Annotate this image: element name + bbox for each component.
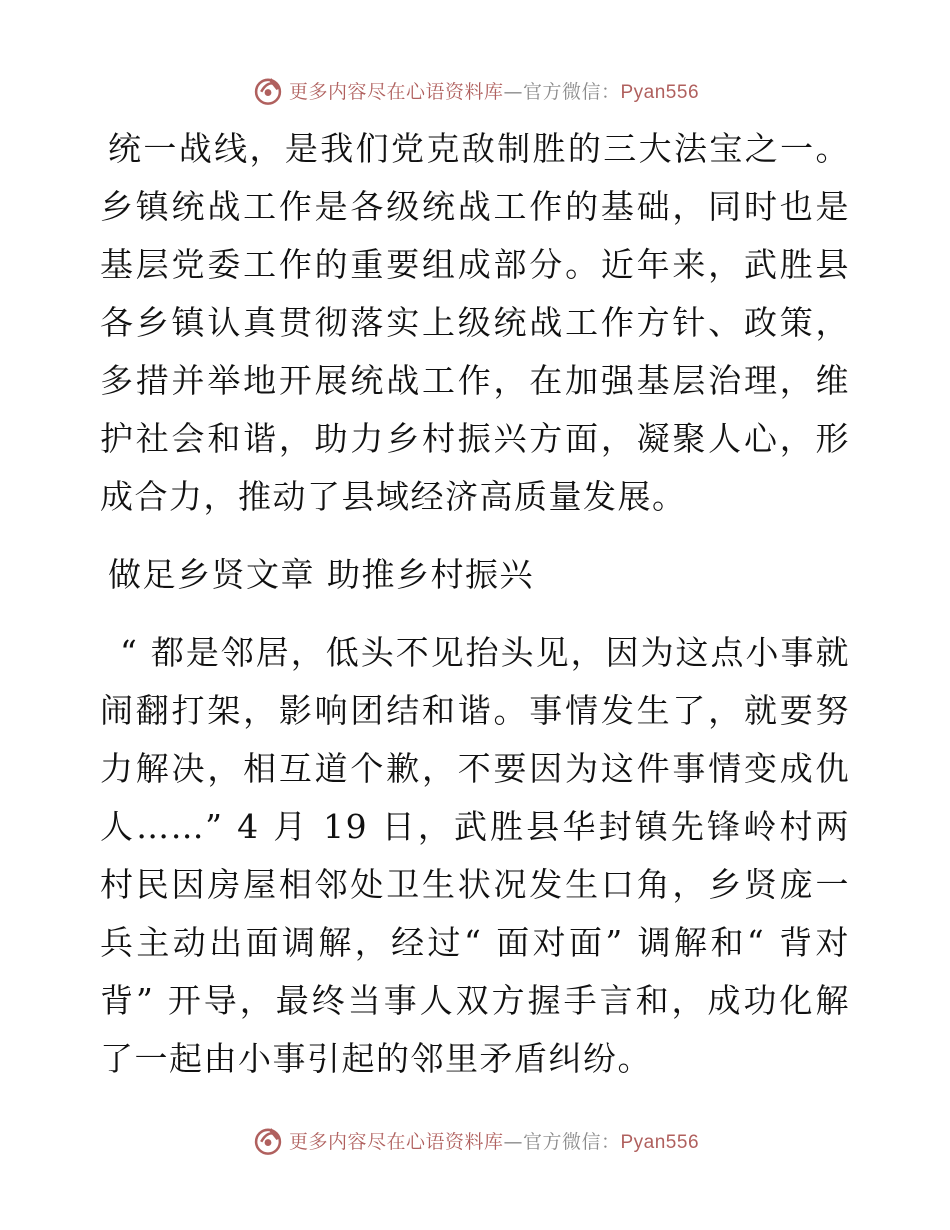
watermark-brand: 更多内容尽在心语资料库 <box>288 80 504 103</box>
watermark-official: 官方微信： <box>522 80 621 103</box>
watermark-brand: 更多内容尽在心语资料库 <box>288 1130 504 1153</box>
watermark-separator: — <box>503 80 523 103</box>
body-paragraph: “ 都是邻居，低头不见抬头见，因为这点小事就闹翻打架，影响团结和谐。事情发生了，就要努力解决，相互道个歉，不要因为这件事情变成仇人……” 4 月 19 日，武胜县华封镇先锋岭村两村民因房屋相邻处卫生状况发生口角，乡贤庞一兵主动出面调解，经过“ 面对面” 调解和“ 背对背” 开导，最终当事人双方握手言和，成功化解了一起由小事引起的邻里矛盾纠纷。 <box>100 633 850 1078</box>
watermark-text <box>289 77 699 104</box>
intro-paragraph: 统一战线，是我们党克敌制胜的三大法宝之一。乡镇统战工作是各级统战工作的基础，同时也是基层党委工作的重要组成部分。近年来，武胜县各乡镇认真贯彻落实上级统战工作方针、政策，多措并举地开展统战工作，在加强基层治理，维护社会和谐，助力乡村振兴方面，凝聚人心，形成合力，推动了县域经济高质量发展。 <box>100 129 850 516</box>
watermark-separator: — <box>503 1130 523 1153</box>
watermark-id: Pyan556 <box>620 1131 700 1153</box>
watermark-official: 官方微信： <box>522 1130 621 1153</box>
section-heading: 做足乡贤文章 助推乡村振兴 <box>108 555 534 594</box>
watermark-id: Pyan556 <box>620 81 700 103</box>
header-watermark <box>0 70 950 110</box>
footer-watermark <box>0 1120 950 1160</box>
article-content <box>100 120 850 1088</box>
library-logo-icon <box>251 73 285 107</box>
library-logo-icon <box>251 1123 285 1157</box>
watermark-text <box>289 1127 699 1154</box>
